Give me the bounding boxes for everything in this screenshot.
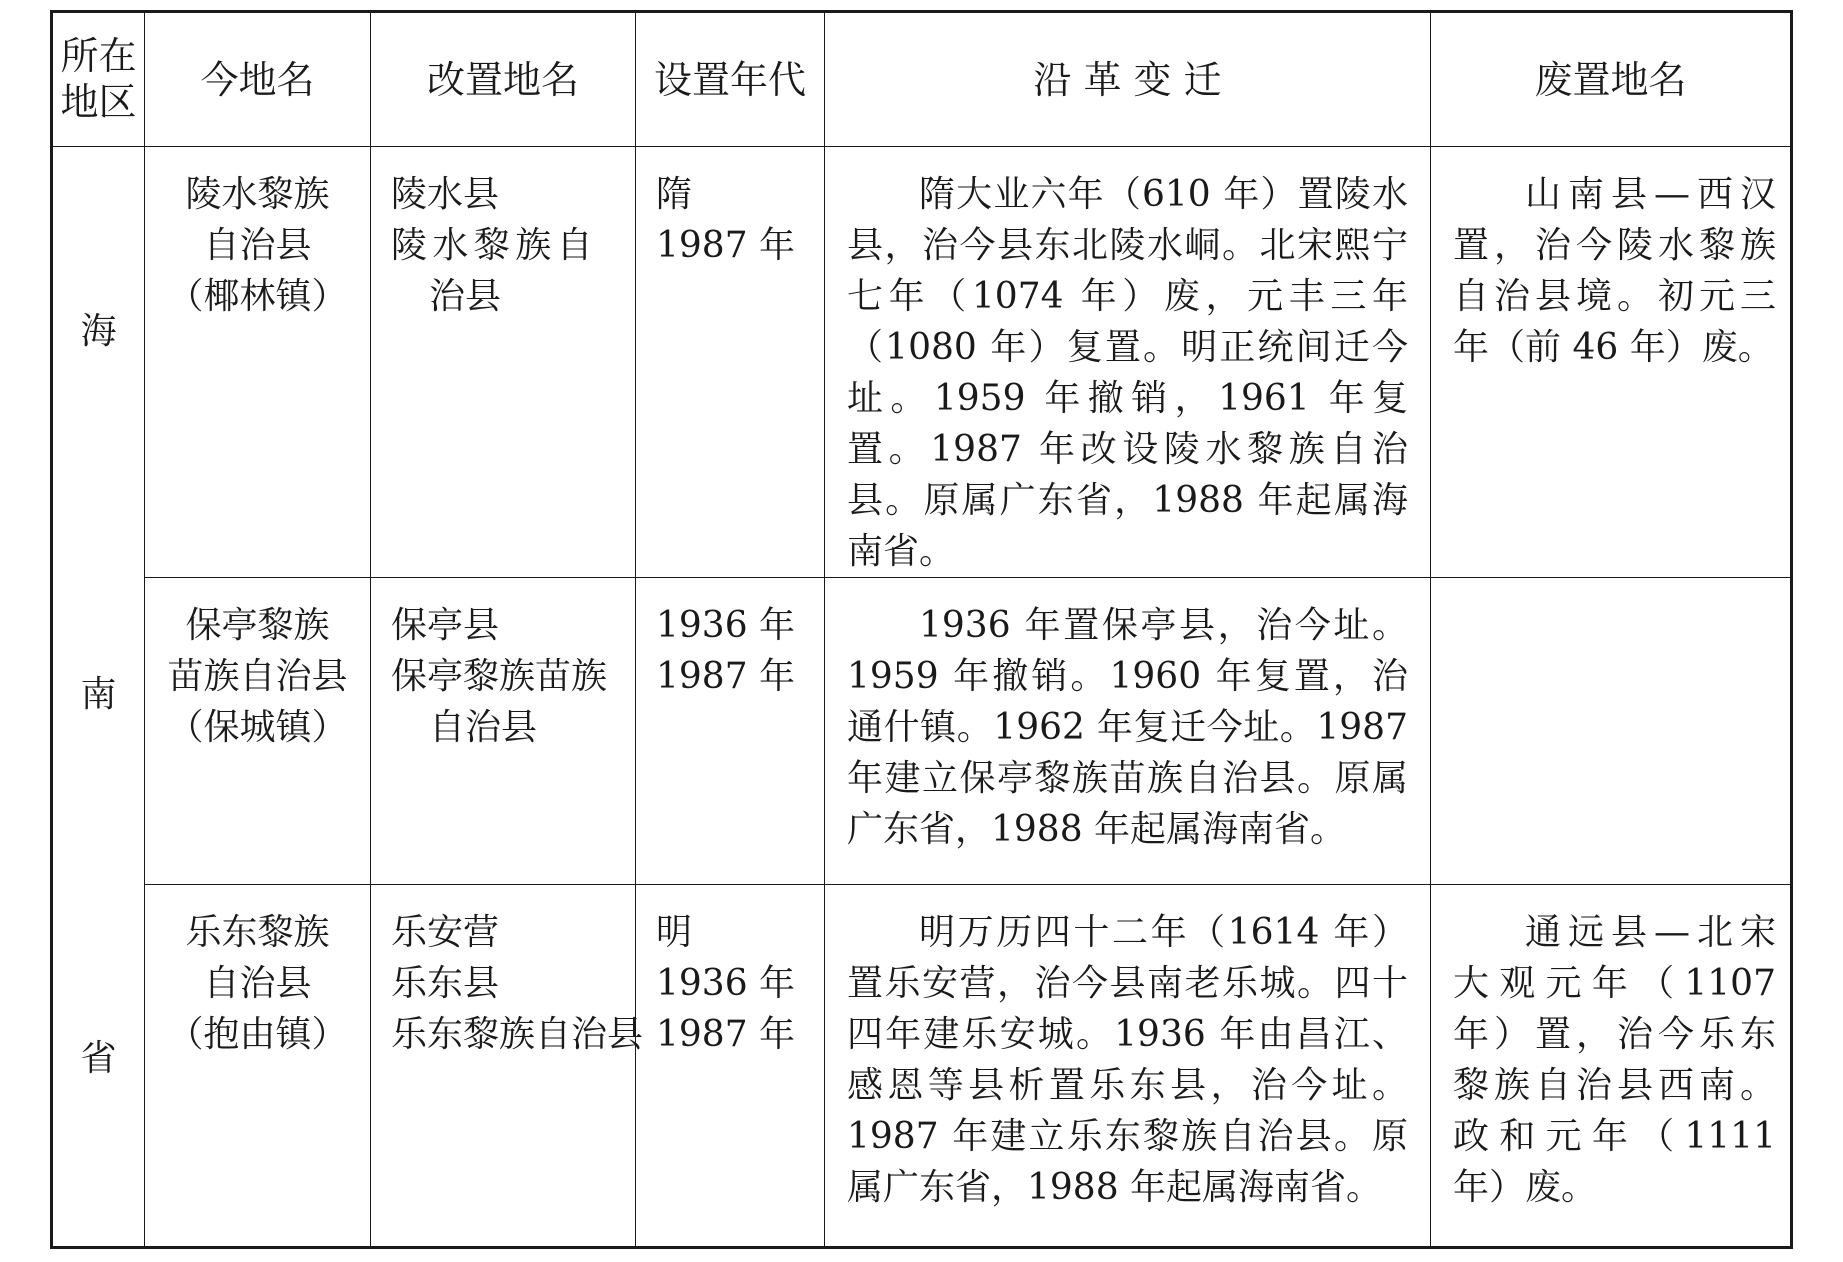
- abolished-cell: [1431, 578, 1792, 885]
- modern-name-cell: 乐东黎族 自治县 （抱由镇）: [145, 885, 371, 1248]
- established-cell: 明 1936 年 1987 年: [636, 885, 825, 1248]
- table-row: [52, 885, 1792, 1248]
- modern-name-cell: 陵水黎族 自治县 （椰林镇）: [145, 147, 371, 578]
- table-row: [52, 147, 1792, 578]
- history-cell: 明万历四十二年（1614 年）置乐安营，治今县南老乐城。四十四年建乐安城。1936 年由昌江、感恩等县析置乐东县，治今址。1987 年建立乐东黎族自治县。原属广东省，1988 年起属海南省。: [825, 885, 1431, 1248]
- abolished-cell: 通远县—北宋大观元年（1107 年）置，治今乐东黎族自治县西南。政和元年（1111 年）废。: [1431, 885, 1792, 1248]
- established-cell: 隋 1987 年: [636, 147, 825, 578]
- abolished-cell: 山南县—西汉置，治今陵水黎族自治县境。初元三年（前 46 年）废。: [1431, 147, 1792, 578]
- renamed-cell: 乐安营 乐东县 乐东黎族自治县: [371, 885, 636, 1248]
- region-char: 省: [80, 1037, 117, 1079]
- renamed-cell: 陵水县 陵水黎族自 治县: [371, 147, 636, 578]
- header-established: 设置年代: [636, 12, 825, 147]
- history-cell: 隋大业六年（610 年）置陵水县，治今县东北陵水峒。北宋熙宁七年（1074 年）废，元丰三年（1080 年）复置。明正统间迁今址。1959 年撤销，1961 年复置。1987 年改设陵水黎族自治县。原属广东省，1988 年起属海南省。: [825, 147, 1431, 578]
- header-history: 沿 革 变 迁: [825, 12, 1431, 147]
- table-row: [52, 578, 1792, 885]
- established-cell: 1936 年 1987 年: [636, 578, 825, 885]
- gazetteer-table: [50, 10, 1793, 1249]
- region-char: 南: [80, 674, 117, 716]
- header-region: 所在地区: [52, 12, 145, 147]
- region-char: 海: [80, 311, 117, 353]
- header-renamed: 改置地名: [371, 12, 636, 147]
- history-cell: 1936 年置保亭县，治今址。1959 年撤销。1960 年复置，治通什镇。1962 年复迁今址。1987 年建立保亭黎族苗族自治县。原属广东省，1988 年起属海南省。: [825, 578, 1431, 885]
- renamed-cell: 保亭县 保亭黎族苗族 自治县: [371, 578, 636, 885]
- region-cell: [52, 147, 145, 1248]
- modern-name-cell: 保亭黎族 苗族自治县 （保城镇）: [145, 578, 371, 885]
- header-row: [52, 12, 1792, 147]
- header-modern-name: 今地名: [145, 12, 371, 147]
- header-abolished: 废置地名: [1431, 12, 1792, 147]
